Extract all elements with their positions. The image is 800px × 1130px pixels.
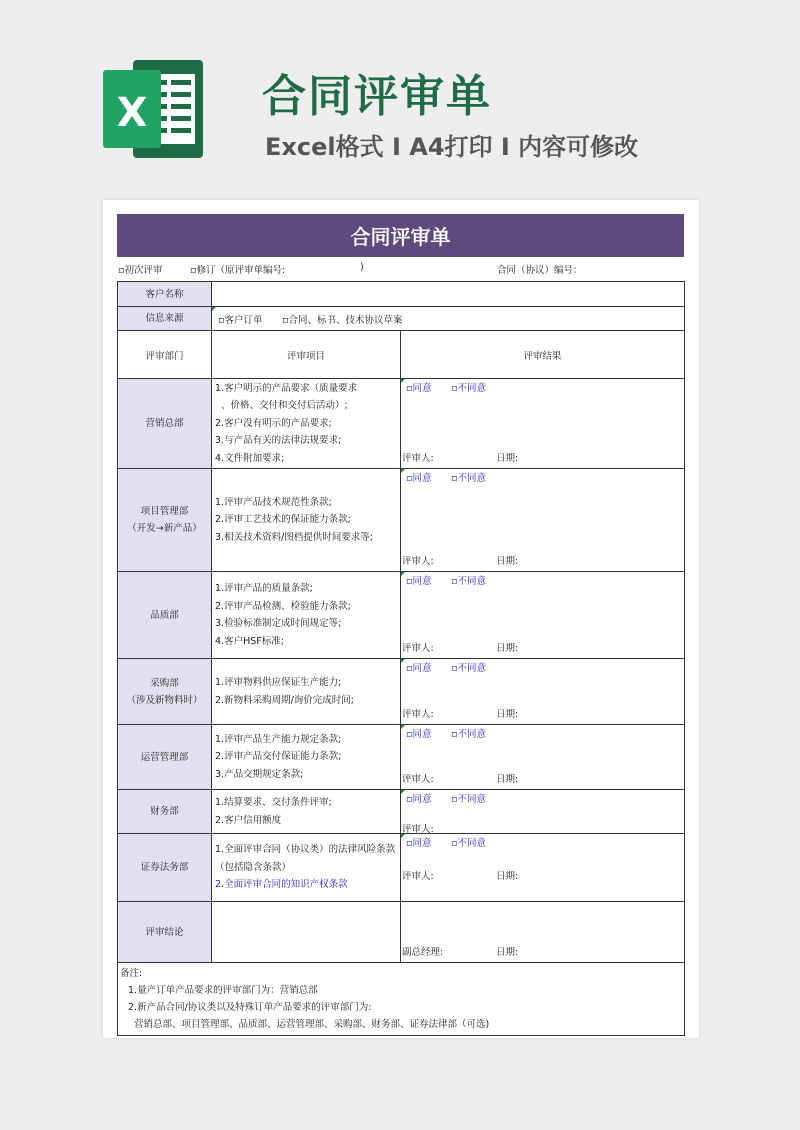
- review-items: [212, 572, 401, 659]
- agree-checkbox[interactable]: ▫同意: [406, 663, 432, 674]
- header-row: [118, 331, 685, 379]
- review-item: 4.文件附加要求;: [215, 452, 285, 464]
- reviewer-label: 评审人:: [402, 709, 434, 720]
- notes-row: [118, 963, 685, 1036]
- dept-name: 品质部: [150, 609, 179, 621]
- review-items: [212, 659, 401, 725]
- agree-checkbox[interactable]: ▫同意: [406, 576, 432, 587]
- dept-subname: （开发→新产品）: [127, 523, 202, 534]
- review-item: 2.评审工艺技术的保证能力条款;: [215, 514, 351, 526]
- dept-row-quality: [118, 572, 685, 659]
- dept-name: 采购部: [150, 677, 179, 689]
- review-item: 1.全面评审合同（协议类）的法律风险条款: [215, 844, 396, 856]
- reviewer-label: 评审人:: [402, 556, 434, 567]
- customer-input[interactable]: [212, 282, 685, 307]
- review-item: （包括隐含条款）: [215, 861, 292, 873]
- dept-name: 运营管理部: [140, 751, 189, 763]
- date-label: 日期:: [496, 871, 519, 882]
- source-label: 信息来源: [118, 307, 212, 331]
- dept-row-operations: [118, 725, 685, 790]
- manager-label: 副总经理:: [402, 947, 444, 958]
- cell-marker: [401, 834, 405, 838]
- review-item-highlight: 2.全面评审合同的知识产权条款: [215, 879, 348, 891]
- review-items: [212, 790, 401, 834]
- dept-row-purchasing: [118, 659, 685, 725]
- dept-name: 营销总部: [145, 418, 184, 429]
- cell-marker: [401, 659, 405, 663]
- review-item: 2.客户信用额度: [215, 814, 282, 826]
- dept-name: 项目管理部: [140, 506, 189, 517]
- reviewer-label: 评审人:: [402, 453, 434, 464]
- review-item: 2.新物料采购周期/询价完成时间;: [215, 694, 354, 706]
- review-item: 3.产品交期规定条款;: [215, 768, 304, 780]
- dept-name: 证券法务部: [140, 862, 189, 873]
- review-item: 、价格、交付和交付后活动）;: [221, 400, 348, 412]
- cell-marker: [401, 469, 405, 473]
- agree-checkbox[interactable]: ▫同意: [406, 838, 432, 849]
- source-option-order[interactable]: ▫客户订单: [218, 315, 263, 326]
- contract-number-label: 合同（协议）编号：: [497, 265, 583, 276]
- review-item: 1.评审物料供应保证生产能力;: [215, 677, 342, 688]
- disagree-checkbox[interactable]: ▫不同意: [451, 383, 486, 394]
- conclusion-date-label: 日期:: [496, 947, 519, 958]
- date-label: 日期:: [496, 774, 519, 785]
- source-option-contract[interactable]: ▫合同、标书、技术协议草案: [282, 315, 403, 326]
- option-revision[interactable]: ▫修订（原评审单编号:: [190, 265, 286, 276]
- agree-checkbox[interactable]: ▫同意: [406, 383, 432, 394]
- review-item: 3.检验标准制定成时间规定等;: [215, 618, 342, 629]
- reviewer-label: 评审人:: [402, 643, 434, 654]
- review-item: 2.客户没有明示的产品要求;: [215, 417, 332, 429]
- hero-title: 合同评审单: [262, 71, 492, 122]
- review-result: [401, 572, 685, 659]
- option-revision-close: ): [360, 262, 364, 273]
- notes-line: 2.新产品合同/协议类以及特殊订单产品要求的评审部门为:: [128, 1002, 372, 1013]
- option-first-review[interactable]: ▫初次评审: [118, 265, 163, 276]
- dept-name: 财务部: [150, 806, 179, 817]
- source-row: [118, 307, 685, 331]
- cell-marker: [401, 572, 405, 576]
- date-label: 日期:: [496, 556, 519, 567]
- disagree-checkbox[interactable]: ▫不同意: [451, 838, 486, 849]
- document-banner: 合同评审单: [117, 214, 684, 257]
- conclusion-label: 评审结论: [118, 902, 212, 963]
- review-items: [212, 469, 401, 572]
- header-result: 评审结果: [401, 331, 685, 379]
- review-items: [212, 725, 401, 790]
- notes-line: 营销总部、项目管理部、品质部、运营管理部、采购部、财务部、证券法律部（可选): [134, 1019, 490, 1030]
- review-item: 1.评审产品生产能力规定条款;: [215, 733, 342, 745]
- review-item: 1.评审产品技术规范性条款;: [215, 496, 332, 508]
- agree-checkbox[interactable]: ▫同意: [406, 473, 432, 484]
- review-result: [401, 469, 685, 572]
- agree-checkbox[interactable]: ▫同意: [406, 794, 432, 805]
- review-item: 1.客户明示的产品要求（质量要求: [215, 382, 358, 394]
- dept-row-project: [118, 469, 685, 572]
- dept-subname: （涉及新物料时）: [126, 694, 203, 706]
- review-result: [401, 790, 685, 834]
- header-dept: 评审部门: [118, 331, 212, 379]
- date-label: 日期:: [496, 709, 519, 720]
- cell-marker: [212, 307, 216, 311]
- review-item: 1.结算要求、交付条件评审;: [215, 797, 332, 808]
- review-items: [212, 379, 401, 469]
- review-item: 2.评审产品交付保证能力条款;: [215, 751, 342, 763]
- cell-marker: [401, 725, 405, 729]
- disagree-checkbox[interactable]: ▫不同意: [451, 663, 486, 674]
- customer-label: 客户名称: [118, 282, 212, 307]
- review-table: [117, 281, 685, 1036]
- disagree-checkbox[interactable]: ▫不同意: [451, 576, 486, 587]
- disagree-checkbox[interactable]: ▫不同意: [451, 473, 486, 484]
- hero-subtitle: Excel格式 I A4打印 I 内容可修改: [265, 133, 639, 161]
- logo-letter: X: [116, 90, 148, 136]
- customer-row: [118, 282, 685, 307]
- review-item: 3.相关技术资料/图档提供时间要求等;: [215, 531, 373, 543]
- review-item: 1.评审产品的质量条款;: [215, 583, 313, 594]
- conclusion-row: [118, 902, 685, 963]
- review-item: 3.与产品有关的法律法规要求;: [215, 435, 342, 447]
- review-item: 2.评审产品检测、检验能力条款;: [215, 600, 351, 612]
- dept-row-legal: [118, 834, 685, 902]
- excel-logo-icon: [103, 60, 203, 158]
- reviewer-label: 评审人:: [402, 824, 434, 835]
- header-items: 评审项目: [212, 331, 401, 379]
- review-result: [401, 379, 685, 469]
- review-result: [401, 725, 685, 790]
- dept-row-marketing: [118, 379, 685, 469]
- date-label: 日期:: [496, 643, 519, 654]
- review-result: [401, 834, 685, 902]
- agree-checkbox[interactable]: ▫同意: [406, 729, 432, 740]
- cell-marker: [401, 790, 405, 794]
- reviewer-label: 评审人:: [402, 774, 434, 785]
- cell-marker: [401, 379, 405, 383]
- dept-row-finance: [118, 790, 685, 834]
- review-item: 4.客户HSF标准;: [215, 635, 284, 647]
- date-label: 日期:: [496, 453, 519, 464]
- review-items: [212, 834, 401, 902]
- notes-line: 1.量产订单产品要求的评审部门为：营销总部: [128, 985, 318, 996]
- disagree-checkbox[interactable]: ▫不同意: [451, 794, 486, 805]
- disagree-checkbox[interactable]: ▫不同意: [451, 729, 486, 740]
- conclusion-input[interactable]: [212, 902, 401, 963]
- notes-title: 备注:: [120, 968, 143, 979]
- reviewer-label: 评审人:: [402, 871, 434, 882]
- review-result: [401, 659, 685, 725]
